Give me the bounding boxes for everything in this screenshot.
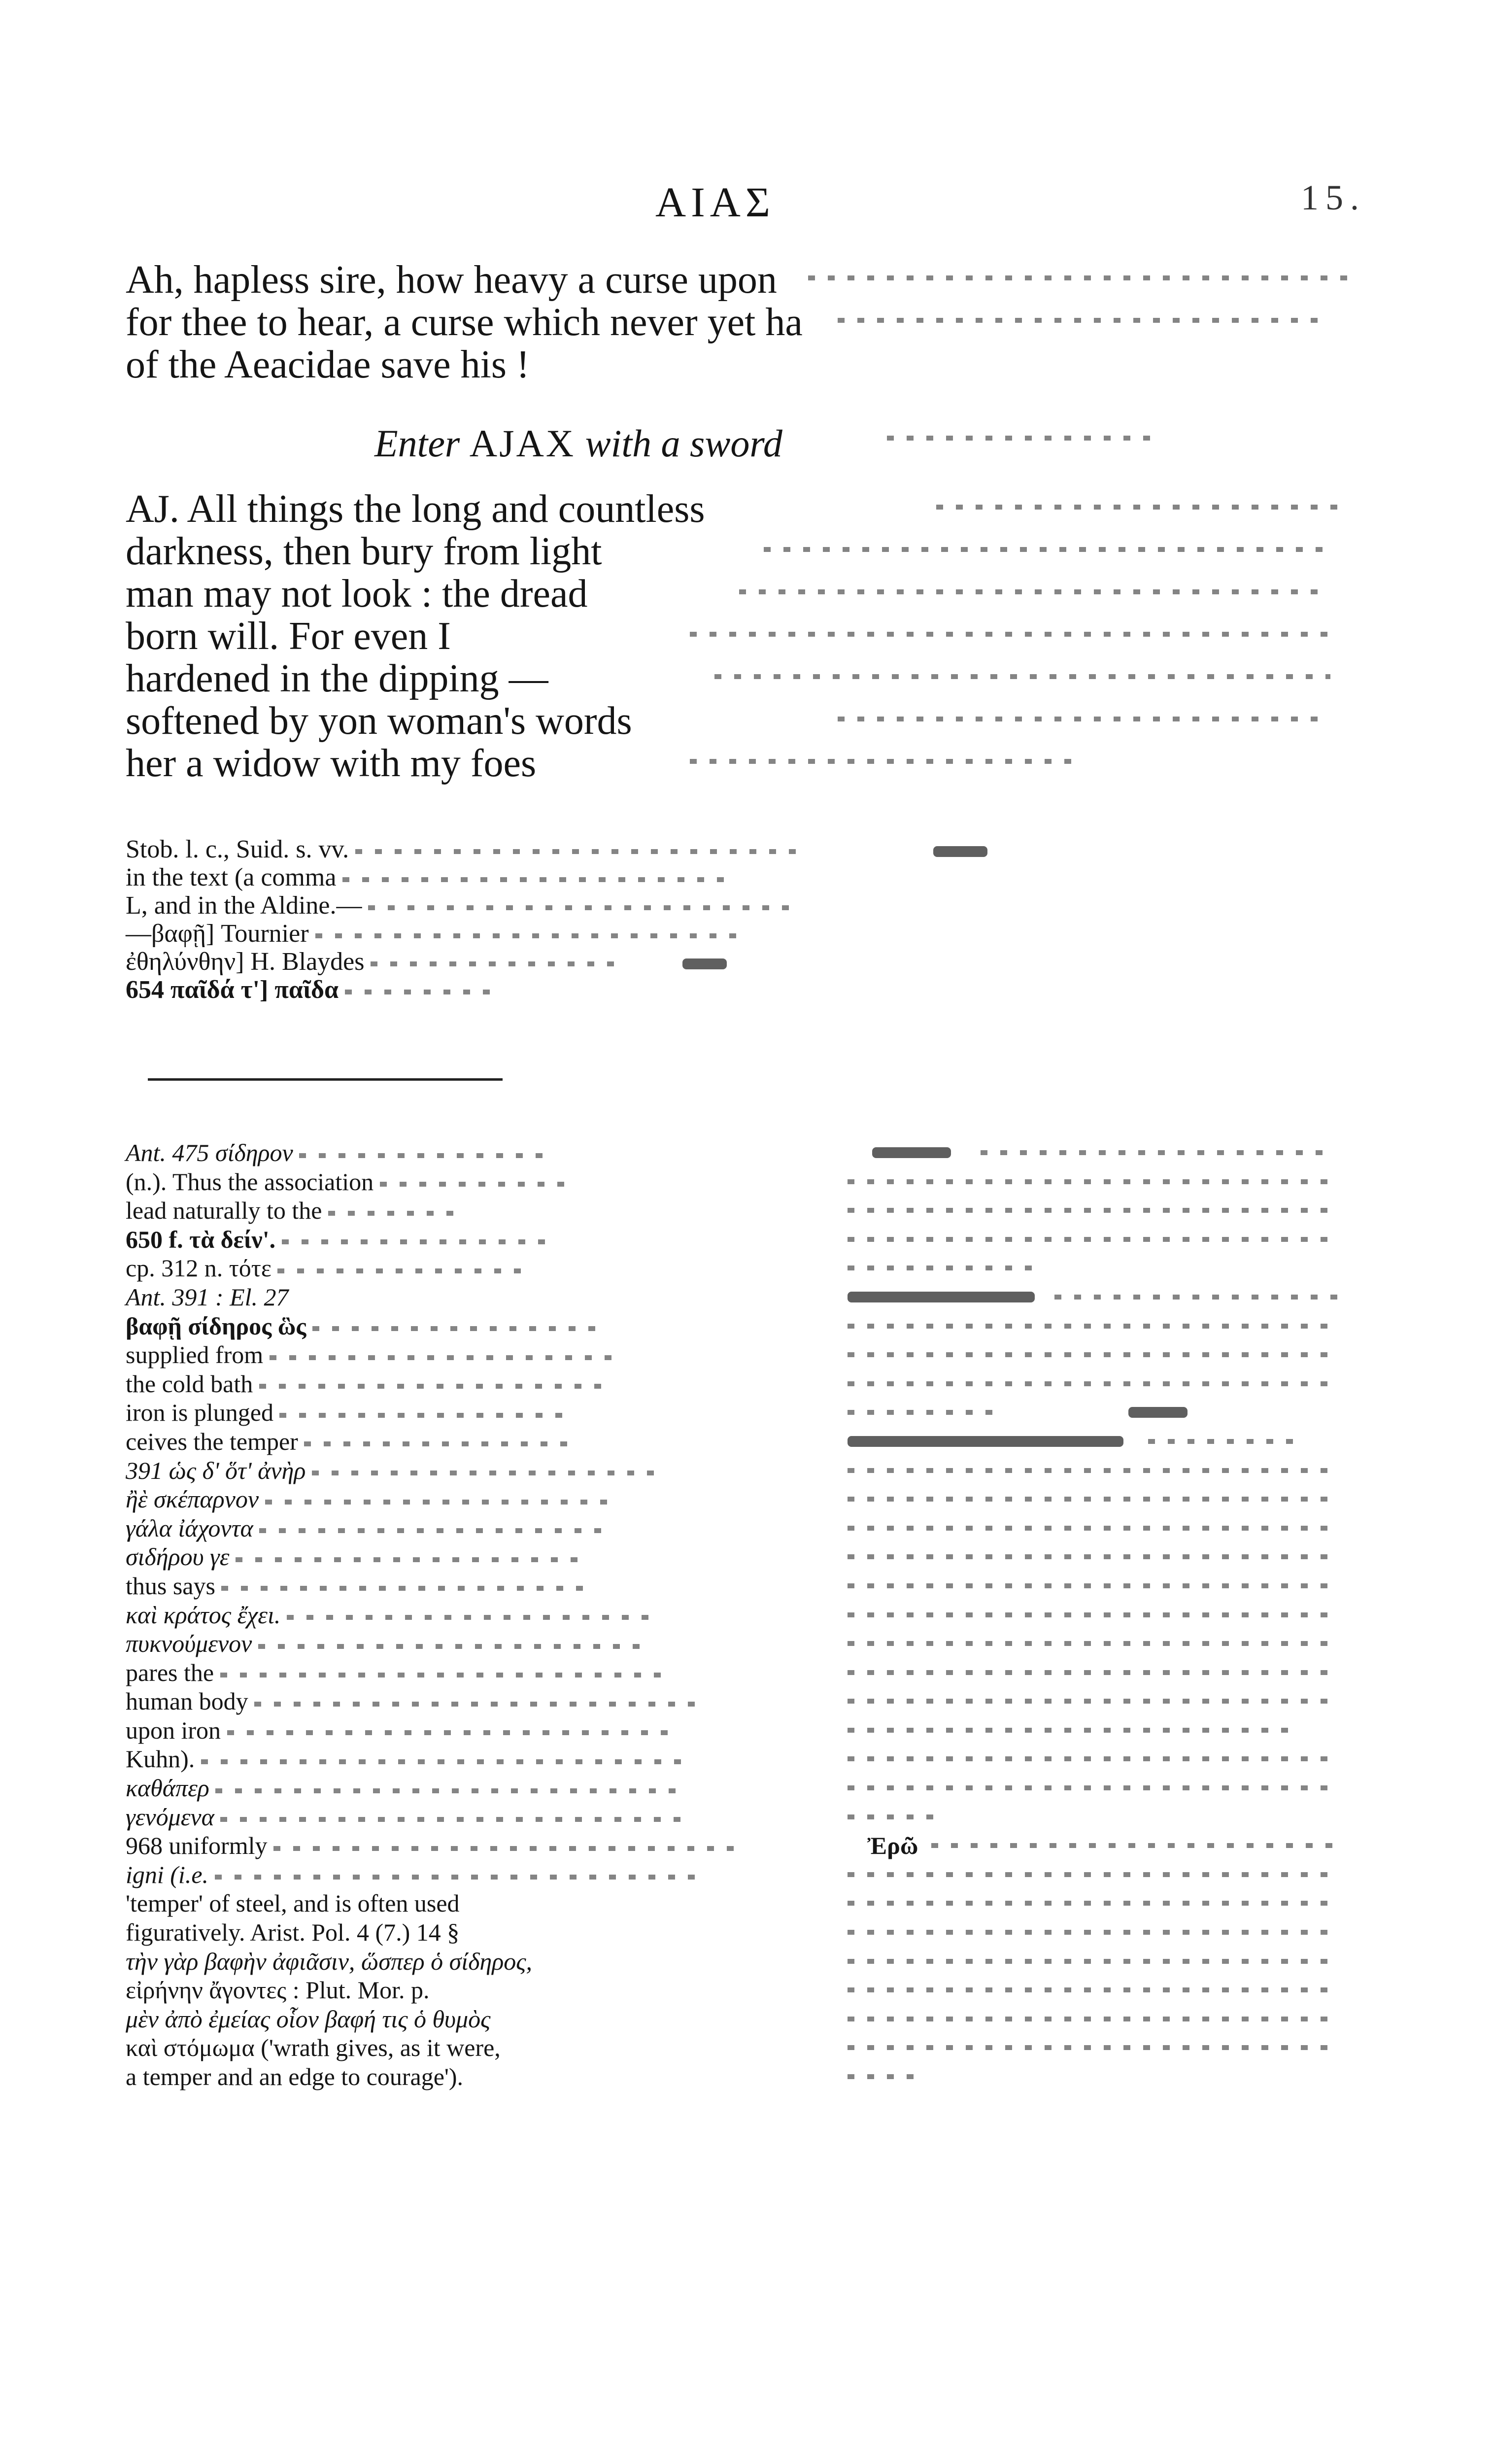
- commentary-line: cp. 312 n. τότε: [126, 1254, 806, 1283]
- speech-line: AJ. All things the long and countless: [126, 487, 705, 531]
- section-divider-rule: [148, 1078, 503, 1081]
- commentary-line: thus says: [126, 1572, 806, 1601]
- faded-text-fragment: [739, 587, 1330, 596]
- commentary-line: ceives the temper: [126, 1427, 806, 1456]
- commentary-line: iron is plunged: [126, 1398, 806, 1427]
- commentary-line: 'temper' of steel, and is often used: [126, 1889, 460, 1917]
- speech-line: hardened in the dipping —: [126, 657, 548, 700]
- critical-apparatus: [126, 835, 987, 1004]
- commentary-line: a temper and an edge to courage').: [126, 2063, 464, 2090]
- faded-text-fragment: [764, 545, 1330, 554]
- speech-line: her a widow with my foes: [126, 742, 537, 785]
- commentary-line: σιδήρου γε: [126, 1542, 806, 1572]
- commentary-line: καθάπερ: [126, 1774, 806, 1803]
- commentary-line: Kuhn).: [126, 1745, 806, 1774]
- commentary-line: 650 f. τὰ δείν'.: [126, 1225, 806, 1254]
- commentary-line: καὶ κράτος ἔχει.: [126, 1601, 806, 1630]
- commentary-line: εἰρήνην ἄγοντες : Plut. Mor. p.: [126, 1976, 430, 2004]
- commentary-line: πυκνούμενον: [126, 1629, 806, 1658]
- apparatus-line: —βαφῇ] Tournier: [126, 920, 987, 948]
- stage-direction-prefix: Enter: [374, 422, 460, 465]
- apparatus-line: L, and in the Aldine.—: [126, 891, 987, 920]
- commentary-line: Ant. 391 : El. 27: [126, 1283, 289, 1311]
- speech-line: man may not look : the dread: [126, 572, 588, 616]
- commentary-line: ἢὲ σκέπαρνον: [126, 1485, 806, 1514]
- commentary-line: καὶ στόμωμα ('wrath gives, as it were,: [126, 2034, 501, 2062]
- stage-direction: [374, 421, 782, 466]
- commentary-line: supplied from: [126, 1340, 806, 1369]
- faded-text-fragment: [838, 316, 1330, 325]
- commentary-line: human body: [126, 1687, 806, 1716]
- speech-line: born will. For even I: [126, 615, 451, 658]
- stage-direction-rest: with a sword: [585, 422, 782, 465]
- faded-text-fragment: [808, 274, 1350, 282]
- stage-direction-name: AJAX: [469, 422, 576, 465]
- commentary-line: τὴν γὰρ βαφὴν ἀφιᾶσιν, ὥσπερ ὁ σίδηρος,: [126, 1947, 533, 1975]
- commentary-column-left: [126, 1138, 806, 2091]
- faded-text-fragment: [714, 672, 1330, 681]
- page-number: 15.: [1301, 178, 1366, 217]
- commentary-line: 968 uniformly: [126, 1831, 806, 1860]
- translation-line: for thee to hear, a curse which never yet ha: [126, 301, 803, 344]
- commentary-line: pares the: [126, 1658, 806, 1687]
- apparatus-line: 654 παῖδά τ'] παῖδα: [126, 976, 987, 1004]
- commentary-line: the cold bath: [126, 1369, 806, 1399]
- commentary-line: lead naturally to the: [126, 1196, 806, 1225]
- commentary-line: γενόμενα: [126, 1803, 806, 1832]
- apparatus-line: ἐθηλύνθην] H. Blaydes: [126, 948, 987, 976]
- translation-line: Ah, hapless sire, how heavy a curse upon: [126, 258, 777, 302]
- translation-line: of the Aeacidae save his !: [126, 343, 530, 386]
- commentary-line: Ant. 475 σίδηρον: [126, 1138, 806, 1167]
- commentary-line: μὲν ἀπὸ ἐμείας οἷον βαφή τις ὁ θυμὸς: [126, 2005, 491, 2033]
- running-head-title: ΑΙΑΣ: [655, 178, 775, 226]
- faded-text-fragment: [936, 503, 1340, 512]
- commentary-lemma: Ἐρῶ: [867, 1832, 918, 1860]
- speech-line: softened by yon woman's words: [126, 699, 632, 743]
- faded-text-fragment: [690, 757, 1084, 766]
- commentary-line: igni (i.e.: [126, 1860, 806, 1889]
- apparatus-line: Stob. l. c., Suid. s. vv.: [126, 835, 987, 863]
- commentary-line: βαφῇ σίδηρος ὣς: [126, 1312, 806, 1341]
- commentary-column-right: [833, 1138, 1365, 2091]
- faded-text-fragment: [838, 715, 1330, 723]
- faded-text-fragment: [887, 434, 1163, 443]
- speech-line: darkness, then bury from light: [126, 530, 602, 573]
- commentary-line: (n.). Thus the association: [126, 1167, 806, 1197]
- faded-text-fragment: [690, 630, 1330, 639]
- commentary-line: γάλα ἰάχοντα: [126, 1514, 806, 1543]
- apparatus-line: in the text (a comma: [126, 863, 987, 891]
- commentary-line: upon iron: [126, 1716, 806, 1745]
- commentary-line: 391 ὡς δ' ὅτ' ἀνὴρ: [126, 1456, 806, 1485]
- commentary-line: figuratively. Arist. Pol. 4 (7.) 14 §: [126, 1918, 460, 1947]
